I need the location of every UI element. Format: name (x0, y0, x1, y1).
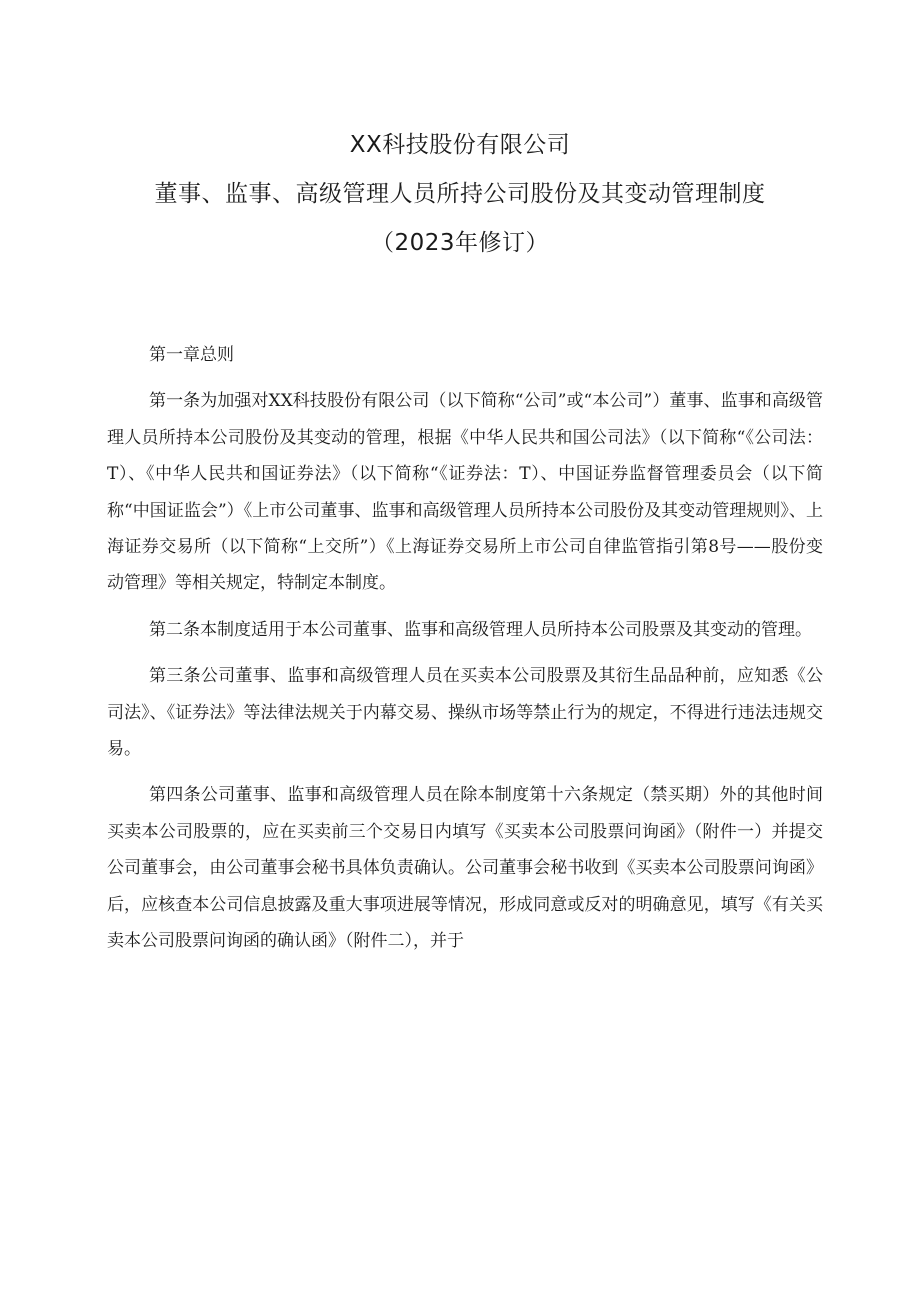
document-title-block (0, 132, 920, 256)
revision-title: （2023年修订） (370, 230, 550, 256)
company-name-title: XX科技股份有限公司 (349, 132, 571, 158)
policy-title: 董事、监事、高级管理人员所持公司股份及其变动管理制度 (154, 181, 766, 207)
article-4-paragraph: 第四条公司董事、监事和高级管理人员在除本制度第十六条规定（禁买期）外的其他时间买卖本公司股票的，应在买卖前三个交易日内填写《买卖本公司股票问询函》（附件一）并提交公司董事会，由公司董事会秘书具体负责确认。公司董事会秘书收到《买卖本公司股票问询函》后，应核查本公司信息披露及重大事项进展等情况，形成同意或反对的明确意见，填写《有关买卖本公司股票问询函的确认函》（附件二），并于 (107, 785, 823, 952)
article-2-paragraph: 第二条本制度适用于本公司董事、监事和高级管理人员所持本公司股票及其变动的管理。 (149, 619, 812, 640)
article-1-paragraph: 第一条为加强对XX科技股份有限公司（以下简称“公司”或“本公司”）董事、监事和高级管理人员所持本公司股份及其变动的管理，根据《中华人民共和国公司法》（以下简称“《公司法：T）、《中华人民共和国证券法》（以下简称“《证券法：T）、中国证券监督管理委员会（以下简称“中国证监会”）《上市公司董事、监事和高级管理人员所持本公司股份及其变动管理规则》、上海证券交易所（以下简称“上交所”）《上海证券交易所上市公司自律监管指引第8号——股份变动管理》等相关规定，特制定本制度。 (107, 391, 823, 594)
chapter-heading: 第一章总则 (149, 345, 234, 365)
document-body (107, 337, 823, 970)
article-3-paragraph: 第三条公司董事、监事和高级管理人员在买卖本公司股票及其衍生品品种前，应知悉《公司法》、《证券法》等法律法规关于内幕交易、操纵市场等禁止行为的规定，不得进行违法违规交易。 (107, 666, 823, 760)
